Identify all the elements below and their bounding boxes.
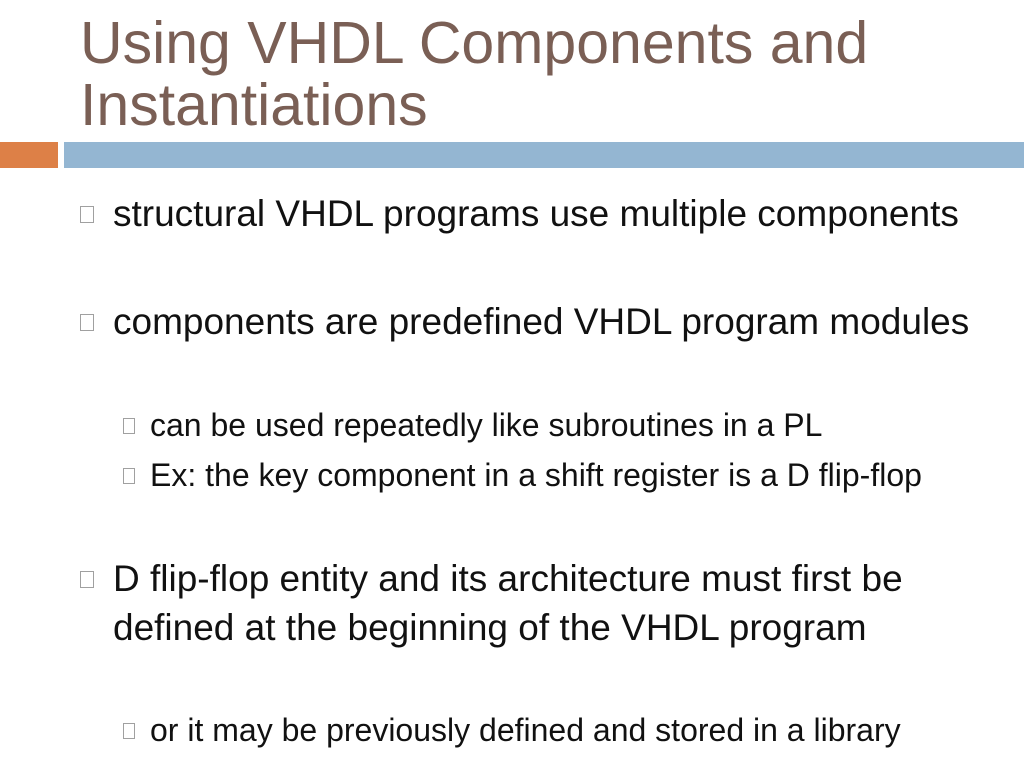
sub-bullet-item <box>150 707 980 753</box>
bullet-box-icon <box>123 418 135 434</box>
bullet-box-icon <box>80 314 94 331</box>
bullet-text: D flip-flop entity and its architecture must first be defined at the beginning of the VHDL program <box>113 558 903 648</box>
bullet-text: structural VHDL programs use multiple components <box>113 193 959 234</box>
bullet-item <box>113 297 993 346</box>
bullet-text: components are predefined VHDL program modules <box>113 301 970 342</box>
bullet-text: Ex: the key component in a shift register is a D flip-flop <box>150 457 922 493</box>
bullet-box-icon <box>123 723 135 739</box>
sub-bullet-item <box>150 402 980 448</box>
bullet-box-icon <box>80 571 94 588</box>
bullet-text: can be used repeatedly like subroutines in a PL <box>150 407 823 443</box>
slide-title: Using VHDL Components and Instantiations <box>80 10 869 138</box>
sub-bullet-item <box>150 452 980 498</box>
bullet-box-icon <box>123 468 135 484</box>
bullet-box-icon <box>80 206 94 223</box>
bullet-text: or it may be previously defined and stored in a library <box>150 712 901 748</box>
bullet-item <box>113 189 993 238</box>
bullet-item <box>113 554 993 652</box>
